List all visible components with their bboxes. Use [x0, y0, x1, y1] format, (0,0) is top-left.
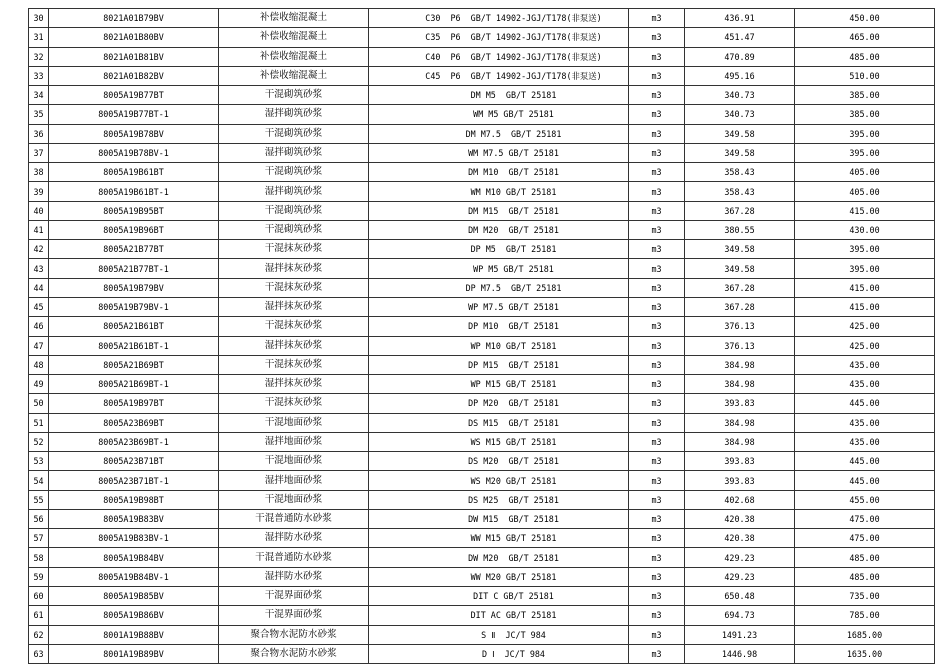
item-spec-cell: WM M10 GB/T 25181	[369, 182, 629, 201]
item-unit-cell: m3	[629, 86, 685, 105]
table-row	[29, 336, 935, 355]
item-name-cell: 干混砌筑砂浆	[219, 163, 369, 182]
item-unit-cell: m3	[629, 548, 685, 567]
item-unit-cell: m3	[629, 240, 685, 259]
item-spec-cell: WS M20 GB/T 25181	[369, 471, 629, 490]
row-number-cell: 33	[29, 66, 49, 85]
item-code-cell: 8005A21B69BT-1	[49, 375, 219, 394]
price-excl-cell: 436.91	[685, 9, 795, 28]
item-code-cell: 8021A01B79BV	[49, 9, 219, 28]
item-code-cell: 8005A19B83BV	[49, 509, 219, 528]
price-excl-cell: 420.38	[685, 529, 795, 548]
item-spec-cell: DM M15 GB/T 25181	[369, 201, 629, 220]
item-code-cell: 8005A19B77BT-1	[49, 105, 219, 124]
item-code-cell: 8005A19B83BV-1	[49, 529, 219, 548]
table-row	[29, 394, 935, 413]
item-spec-cell: DS M15 GB/T 25181	[369, 413, 629, 432]
item-spec-cell: DM M7.5 GB/T 25181	[369, 124, 629, 143]
item-name-cell: 补偿收缩混凝土	[219, 47, 369, 66]
table-row	[29, 355, 935, 374]
item-unit-cell: m3	[629, 66, 685, 85]
row-number-cell: 34	[29, 86, 49, 105]
item-name-cell: 干混抹灰砂浆	[219, 278, 369, 297]
price-incl-cell: 425.00	[795, 317, 935, 336]
item-name-cell: 湿拌抹灰砂浆	[219, 297, 369, 316]
price-incl-cell: 450.00	[795, 9, 935, 28]
row-number-cell: 62	[29, 625, 49, 644]
item-code-cell: 8005A23B71BT-1	[49, 471, 219, 490]
price-excl-cell: 429.23	[685, 567, 795, 586]
row-number-cell: 44	[29, 278, 49, 297]
item-code-cell: 8005A19B61BT	[49, 163, 219, 182]
price-incl-cell: 785.00	[795, 606, 935, 625]
item-unit-cell: m3	[629, 28, 685, 47]
item-name-cell: 干混普通防水砂浆	[219, 548, 369, 567]
item-unit-cell: m3	[629, 201, 685, 220]
row-number-cell: 39	[29, 182, 49, 201]
price-incl-cell: 1685.00	[795, 625, 935, 644]
item-unit-cell: m3	[629, 644, 685, 663]
table-row	[29, 143, 935, 162]
table-row	[29, 509, 935, 528]
item-code-cell: 8005A19B78BV	[49, 124, 219, 143]
item-name-cell: 聚合物水泥防水砂浆	[219, 625, 369, 644]
item-name-cell: 干混砌筑砂浆	[219, 201, 369, 220]
item-unit-cell: m3	[629, 452, 685, 471]
table-row	[29, 606, 935, 625]
price-incl-cell: 435.00	[795, 432, 935, 451]
item-spec-cell: C45 P6 GB/T 14902-JGJ/T178(非泵送)	[369, 66, 629, 85]
row-number-cell: 54	[29, 471, 49, 490]
price-incl-cell: 415.00	[795, 297, 935, 316]
price-incl-cell: 735.00	[795, 586, 935, 605]
price-incl-cell: 395.00	[795, 259, 935, 278]
item-spec-cell: DS M25 GB/T 25181	[369, 490, 629, 509]
price-incl-cell: 430.00	[795, 220, 935, 239]
item-spec-cell: DM M20 GB/T 25181	[369, 220, 629, 239]
item-spec-cell: S Ⅱ JC/T 984	[369, 625, 629, 644]
item-spec-cell: DM M5 GB/T 25181	[369, 86, 629, 105]
item-unit-cell: m3	[629, 567, 685, 586]
item-spec-cell: DP M10 GB/T 25181	[369, 317, 629, 336]
item-name-cell: 干混砌筑砂浆	[219, 220, 369, 239]
item-name-cell: 干混界面砂浆	[219, 586, 369, 605]
price-excl-cell: 380.55	[685, 220, 795, 239]
item-name-cell: 干混抹灰砂浆	[219, 240, 369, 259]
table-row	[29, 124, 935, 143]
item-spec-cell: DP M15 GB/T 25181	[369, 355, 629, 374]
price-excl-cell: 349.58	[685, 143, 795, 162]
item-code-cell: 8005A21B69BT	[49, 355, 219, 374]
item-name-cell: 湿拌抹灰砂浆	[219, 336, 369, 355]
item-unit-cell: m3	[629, 47, 685, 66]
row-number-cell: 50	[29, 394, 49, 413]
price-incl-cell: 405.00	[795, 182, 935, 201]
price-excl-cell: 384.98	[685, 432, 795, 451]
price-excl-cell: 393.83	[685, 471, 795, 490]
item-name-cell: 补偿收缩混凝土	[219, 9, 369, 28]
table-row	[29, 28, 935, 47]
item-name-cell: 补偿收缩混凝土	[219, 66, 369, 85]
item-code-cell: 8005A19B98BT	[49, 490, 219, 509]
item-spec-cell: DM M10 GB/T 25181	[369, 163, 629, 182]
item-unit-cell: m3	[629, 278, 685, 297]
item-code-cell: 8005A21B61BT-1	[49, 336, 219, 355]
item-name-cell: 干混界面砂浆	[219, 606, 369, 625]
price-incl-cell: 385.00	[795, 86, 935, 105]
item-code-cell: 8001A19B88BV	[49, 625, 219, 644]
item-unit-cell: m3	[629, 606, 685, 625]
item-name-cell: 湿拌砌筑砂浆	[219, 105, 369, 124]
item-spec-cell: WW M15 GB/T 25181	[369, 529, 629, 548]
table-row	[29, 375, 935, 394]
table-row	[29, 644, 935, 663]
item-code-cell: 8005A21B77BT	[49, 240, 219, 259]
row-number-cell: 48	[29, 355, 49, 374]
row-number-cell: 53	[29, 452, 49, 471]
price-excl-cell: 349.58	[685, 259, 795, 278]
item-name-cell: 湿拌抹灰砂浆	[219, 259, 369, 278]
row-number-cell: 38	[29, 163, 49, 182]
item-unit-cell: m3	[629, 105, 685, 124]
table-row	[29, 201, 935, 220]
row-number-cell: 31	[29, 28, 49, 47]
table-body	[29, 9, 935, 664]
price-incl-cell: 385.00	[795, 105, 935, 124]
price-excl-cell: 367.28	[685, 278, 795, 297]
price-excl-cell: 358.43	[685, 163, 795, 182]
item-code-cell: 8005A19B97BT	[49, 394, 219, 413]
item-code-cell: 8005A19B79BV	[49, 278, 219, 297]
price-excl-cell: 349.58	[685, 240, 795, 259]
item-name-cell: 湿拌地面砂浆	[219, 432, 369, 451]
item-unit-cell: m3	[629, 336, 685, 355]
item-name-cell: 湿拌地面砂浆	[219, 471, 369, 490]
price-incl-cell: 445.00	[795, 452, 935, 471]
item-unit-cell: m3	[629, 432, 685, 451]
item-spec-cell: C35 P6 GB/T 14902-JGJ/T178(非泵送)	[369, 28, 629, 47]
item-code-cell: 8005A23B69BT	[49, 413, 219, 432]
row-number-cell: 57	[29, 529, 49, 548]
price-incl-cell: 405.00	[795, 163, 935, 182]
item-unit-cell: m3	[629, 182, 685, 201]
item-unit-cell: m3	[629, 124, 685, 143]
item-name-cell: 湿拌防水砂浆	[219, 529, 369, 548]
item-name-cell: 干混抹灰砂浆	[219, 355, 369, 374]
item-code-cell: 8021A01B80BV	[49, 28, 219, 47]
price-excl-cell: 367.28	[685, 297, 795, 316]
table-row	[29, 432, 935, 451]
price-excl-cell: 650.48	[685, 586, 795, 605]
table-row	[29, 163, 935, 182]
item-unit-cell: m3	[629, 259, 685, 278]
price-excl-cell: 495.16	[685, 66, 795, 85]
price-excl-cell: 694.73	[685, 606, 795, 625]
price-excl-cell: 420.38	[685, 509, 795, 528]
table-row	[29, 625, 935, 644]
item-spec-cell: DS M20 GB/T 25181	[369, 452, 629, 471]
item-unit-cell: m3	[629, 413, 685, 432]
table-row	[29, 259, 935, 278]
price-excl-cell: 384.98	[685, 355, 795, 374]
row-number-cell: 32	[29, 47, 49, 66]
price-excl-cell: 451.47	[685, 28, 795, 47]
table-row	[29, 452, 935, 471]
item-unit-cell: m3	[629, 375, 685, 394]
price-incl-cell: 485.00	[795, 47, 935, 66]
item-code-cell: 8005A19B84BV-1	[49, 567, 219, 586]
item-name-cell: 湿拌防水砂浆	[219, 567, 369, 586]
table-row	[29, 47, 935, 66]
row-number-cell: 37	[29, 143, 49, 162]
price-table	[28, 8, 935, 664]
row-number-cell: 40	[29, 201, 49, 220]
price-excl-cell: 349.58	[685, 124, 795, 143]
item-unit-cell: m3	[629, 9, 685, 28]
price-excl-cell: 358.43	[685, 182, 795, 201]
table-row	[29, 413, 935, 432]
price-excl-cell: 384.98	[685, 375, 795, 394]
item-spec-cell: DIT AC GB/T 25181	[369, 606, 629, 625]
row-number-cell: 63	[29, 644, 49, 663]
row-number-cell: 59	[29, 567, 49, 586]
table-row	[29, 567, 935, 586]
table-row	[29, 278, 935, 297]
item-unit-cell: m3	[629, 471, 685, 490]
price-excl-cell: 376.13	[685, 336, 795, 355]
item-name-cell: 补偿收缩混凝土	[219, 28, 369, 47]
item-spec-cell: WP M10 GB/T 25181	[369, 336, 629, 355]
price-incl-cell: 445.00	[795, 471, 935, 490]
table-row	[29, 297, 935, 316]
table-row	[29, 471, 935, 490]
item-code-cell: 8005A19B85BV	[49, 586, 219, 605]
item-spec-cell: DIT C GB/T 25181	[369, 586, 629, 605]
item-code-cell: 8021A01B82BV	[49, 66, 219, 85]
price-incl-cell: 485.00	[795, 567, 935, 586]
table-row	[29, 317, 935, 336]
item-spec-cell: WP M5 GB/T 25181	[369, 259, 629, 278]
row-number-cell: 51	[29, 413, 49, 432]
item-spec-cell: WM M7.5 GB/T 25181	[369, 143, 629, 162]
item-unit-cell: m3	[629, 355, 685, 374]
price-incl-cell: 485.00	[795, 548, 935, 567]
item-name-cell: 干混抹灰砂浆	[219, 394, 369, 413]
price-excl-cell: 429.23	[685, 548, 795, 567]
item-code-cell: 8005A19B84BV	[49, 548, 219, 567]
price-incl-cell: 1635.00	[795, 644, 935, 663]
item-spec-cell: DP M7.5 GB/T 25181	[369, 278, 629, 297]
row-number-cell: 35	[29, 105, 49, 124]
table-row	[29, 220, 935, 239]
table-row	[29, 182, 935, 201]
price-excl-cell: 376.13	[685, 317, 795, 336]
item-unit-cell: m3	[629, 529, 685, 548]
item-name-cell: 干混地面砂浆	[219, 413, 369, 432]
item-code-cell: 8001A19B89BV	[49, 644, 219, 663]
price-incl-cell: 510.00	[795, 66, 935, 85]
row-number-cell: 60	[29, 586, 49, 605]
price-excl-cell: 1491.23	[685, 625, 795, 644]
item-unit-cell: m3	[629, 220, 685, 239]
row-number-cell: 47	[29, 336, 49, 355]
table-row	[29, 66, 935, 85]
item-unit-cell: m3	[629, 509, 685, 528]
price-excl-cell: 402.68	[685, 490, 795, 509]
price-excl-cell: 470.89	[685, 47, 795, 66]
item-spec-cell: WS M15 GB/T 25181	[369, 432, 629, 451]
price-incl-cell: 395.00	[795, 124, 935, 143]
price-incl-cell: 415.00	[795, 201, 935, 220]
item-unit-cell: m3	[629, 317, 685, 336]
price-incl-cell: 445.00	[795, 394, 935, 413]
item-name-cell: 干混地面砂浆	[219, 452, 369, 471]
price-incl-cell: 435.00	[795, 375, 935, 394]
item-spec-cell: DW M20 GB/T 25181	[369, 548, 629, 567]
price-incl-cell: 475.00	[795, 509, 935, 528]
table-row	[29, 586, 935, 605]
item-name-cell: 干混抹灰砂浆	[219, 317, 369, 336]
item-spec-cell: C40 P6 GB/T 14902-JGJ/T178(非泵送)	[369, 47, 629, 66]
item-code-cell: 8005A19B96BT	[49, 220, 219, 239]
row-number-cell: 30	[29, 9, 49, 28]
item-name-cell: 湿拌砌筑砂浆	[219, 143, 369, 162]
item-name-cell: 干混砌筑砂浆	[219, 124, 369, 143]
item-unit-cell: m3	[629, 490, 685, 509]
row-number-cell: 41	[29, 220, 49, 239]
item-spec-cell: WP M15 GB/T 25181	[369, 375, 629, 394]
row-number-cell: 45	[29, 297, 49, 316]
item-spec-cell: WW M20 GB/T 25181	[369, 567, 629, 586]
item-name-cell: 干混普通防水砂浆	[219, 509, 369, 528]
item-spec-cell: D Ⅰ JC/T 984	[369, 644, 629, 663]
item-code-cell: 8005A19B79BV-1	[49, 297, 219, 316]
row-number-cell: 56	[29, 509, 49, 528]
row-number-cell: 52	[29, 432, 49, 451]
price-incl-cell: 425.00	[795, 336, 935, 355]
item-unit-cell: m3	[629, 394, 685, 413]
item-name-cell: 湿拌砌筑砂浆	[219, 182, 369, 201]
price-excl-cell: 340.73	[685, 86, 795, 105]
item-code-cell: 8005A19B78BV-1	[49, 143, 219, 162]
item-spec-cell: WM M5 GB/T 25181	[369, 105, 629, 124]
price-excl-cell: 1446.98	[685, 644, 795, 663]
row-number-cell: 46	[29, 317, 49, 336]
row-number-cell: 42	[29, 240, 49, 259]
table-row	[29, 548, 935, 567]
price-excl-cell: 367.28	[685, 201, 795, 220]
table-row	[29, 240, 935, 259]
item-code-cell: 8005A19B95BT	[49, 201, 219, 220]
item-code-cell: 8005A19B61BT-1	[49, 182, 219, 201]
item-spec-cell: DP M5 GB/T 25181	[369, 240, 629, 259]
item-spec-cell: DP M20 GB/T 25181	[369, 394, 629, 413]
table-row	[29, 86, 935, 105]
item-code-cell: 8005A19B86BV	[49, 606, 219, 625]
price-incl-cell: 435.00	[795, 413, 935, 432]
item-code-cell: 8005A23B71BT	[49, 452, 219, 471]
row-number-cell: 58	[29, 548, 49, 567]
item-code-cell: 8021A01B81BV	[49, 47, 219, 66]
table-row	[29, 490, 935, 509]
item-code-cell: 8005A21B61BT	[49, 317, 219, 336]
row-number-cell: 49	[29, 375, 49, 394]
table-row	[29, 9, 935, 28]
price-incl-cell: 465.00	[795, 28, 935, 47]
price-incl-cell: 435.00	[795, 355, 935, 374]
item-name-cell: 聚合物水泥防水砂浆	[219, 644, 369, 663]
price-incl-cell: 395.00	[795, 240, 935, 259]
price-excl-cell: 384.98	[685, 413, 795, 432]
price-incl-cell: 395.00	[795, 143, 935, 162]
item-unit-cell: m3	[629, 625, 685, 644]
item-unit-cell: m3	[629, 586, 685, 605]
price-incl-cell: 415.00	[795, 278, 935, 297]
row-number-cell: 43	[29, 259, 49, 278]
item-unit-cell: m3	[629, 163, 685, 182]
item-unit-cell: m3	[629, 143, 685, 162]
item-name-cell: 干混砌筑砂浆	[219, 86, 369, 105]
price-excl-cell: 340.73	[685, 105, 795, 124]
price-excl-cell: 393.83	[685, 452, 795, 471]
price-incl-cell: 455.00	[795, 490, 935, 509]
item-code-cell: 8005A19B77BT	[49, 86, 219, 105]
row-number-cell: 55	[29, 490, 49, 509]
table-row	[29, 529, 935, 548]
row-number-cell: 61	[29, 606, 49, 625]
item-spec-cell: DW M15 GB/T 25181	[369, 509, 629, 528]
item-name-cell: 干混地面砂浆	[219, 490, 369, 509]
item-spec-cell: C30 P6 GB/T 14902-JGJ/T178(非泵送)	[369, 9, 629, 28]
item-code-cell: 8005A23B69BT-1	[49, 432, 219, 451]
item-spec-cell: WP M7.5 GB/T 25181	[369, 297, 629, 316]
table-row	[29, 105, 935, 124]
item-name-cell: 湿拌抹灰砂浆	[219, 375, 369, 394]
row-number-cell: 36	[29, 124, 49, 143]
item-code-cell: 8005A21B77BT-1	[49, 259, 219, 278]
price-excl-cell: 393.83	[685, 394, 795, 413]
price-incl-cell: 475.00	[795, 529, 935, 548]
item-unit-cell: m3	[629, 297, 685, 316]
